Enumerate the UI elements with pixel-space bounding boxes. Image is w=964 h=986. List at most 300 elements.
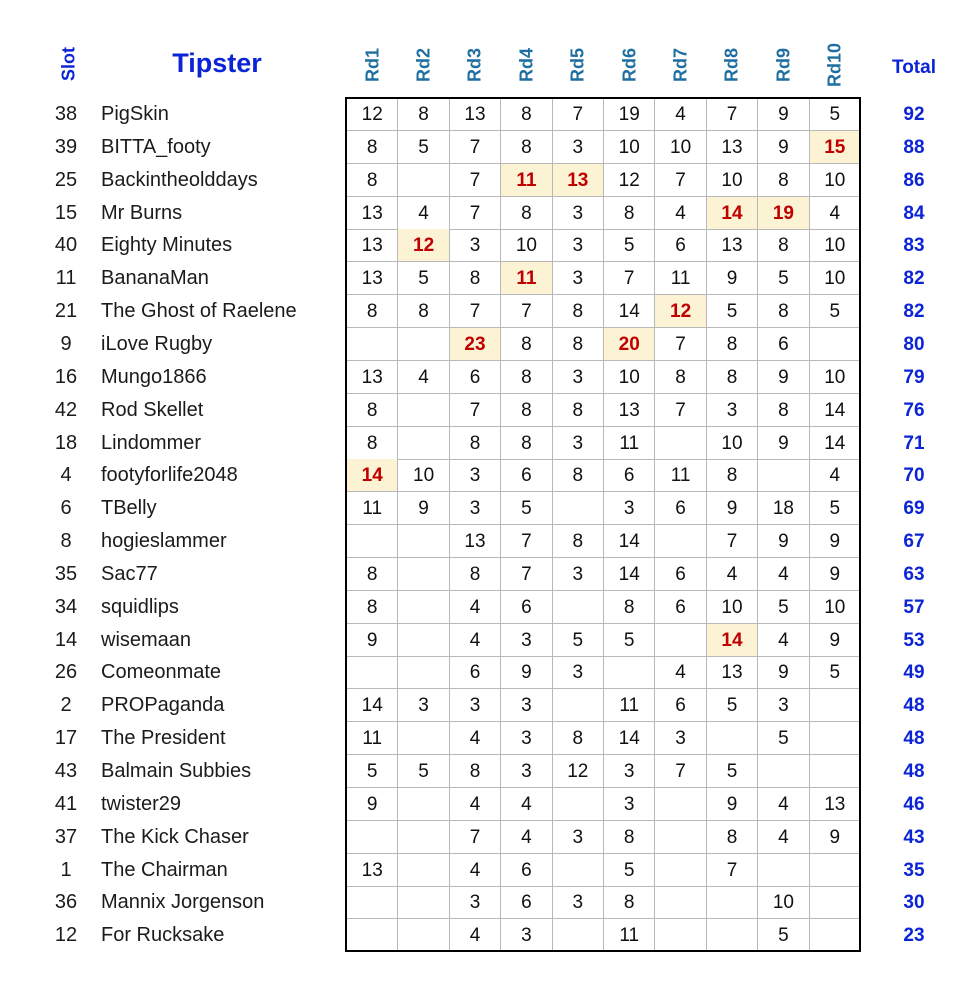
slot-number: 2: [60, 694, 72, 717]
score-cell-rd4: 7: [501, 525, 552, 558]
score-cell-rd3: 3: [450, 492, 501, 525]
score-cell-rd2: [398, 886, 449, 919]
score-cell-rd7: 7: [655, 394, 706, 427]
score-cell-rd2: [398, 591, 449, 624]
score-cell-rd9: 5: [758, 919, 809, 952]
tipster-name: The Chairman: [101, 858, 228, 881]
score-cell-rd8: [707, 919, 758, 952]
score-cell-rd5: 3: [553, 558, 604, 591]
score-cell-rd10: 9: [810, 525, 860, 558]
table-row: [0, 492, 964, 525]
score-cell-rd1: 13: [347, 197, 398, 230]
total-score: 92: [903, 104, 925, 125]
round-header-label: Rd6: [619, 47, 639, 83]
score-cell-rd2: 4: [398, 197, 449, 230]
slot-number: 43: [54, 760, 78, 782]
total-score: 76: [903, 399, 925, 421]
score-cell-rd7: 6: [655, 689, 706, 722]
score-cell-rd7: 6: [655, 229, 706, 262]
slot-number: 9: [60, 332, 72, 355]
score-cell-rd4: 3: [501, 624, 552, 657]
table-row: [0, 591, 964, 624]
score-cell-rd4: 6: [501, 591, 552, 624]
slot-column-header: [54, 38, 84, 90]
tipster-name: Lindommer: [101, 431, 202, 454]
table-row: [0, 919, 964, 952]
score-cell-rd9: 8: [758, 164, 809, 197]
table-row: [0, 197, 964, 230]
score-cell-rd8: 9: [707, 262, 758, 295]
score-cell-rd1: 8: [347, 164, 398, 197]
score-cell-rd2: [398, 788, 449, 821]
score-cell-rd8: 13: [707, 656, 758, 689]
total-score: 82: [903, 268, 925, 290]
score-cell-rd4: 9: [501, 656, 552, 689]
score-cell-rd4: 6: [501, 854, 552, 887]
slot-number: 17: [54, 727, 78, 750]
score-cell-rd10: 5: [810, 98, 860, 131]
slot-number: 6: [60, 497, 72, 520]
score-cell-rd10: 10: [810, 262, 860, 295]
score-cell-rd6: 10: [604, 131, 655, 164]
score-cell-rd4: 6: [501, 886, 552, 919]
table-row: [0, 229, 964, 262]
score-cell-rd10: 4: [810, 197, 860, 230]
round-header-label: Rd7: [670, 47, 691, 83]
score-cell-rd9: 4: [758, 558, 809, 591]
tipster-name: Comeonmate: [101, 661, 222, 684]
score-cell-rd6: [604, 656, 655, 689]
score-cell-rd9: [758, 459, 809, 492]
score-cell-rd10: 14: [810, 394, 860, 427]
score-cell-rd1: 8: [347, 558, 398, 591]
tipster-name: The Ghost of Raelene: [101, 300, 297, 323]
slot-number: 14: [54, 628, 78, 651]
score-cell-rd8: 3: [707, 394, 758, 427]
score-cell-rd4: 8: [501, 427, 552, 460]
score-cell-rd7: [655, 919, 706, 952]
score-cell-rd7: 8: [655, 361, 706, 394]
score-cell-rd7: 4: [655, 98, 706, 131]
tipster-name: The Kick Chaser: [101, 825, 249, 848]
slot-number: 39: [54, 135, 78, 158]
score-cell-rd10: [810, 722, 860, 755]
slot-number: 16: [54, 365, 78, 388]
score-cell-rd5: 8: [553, 328, 604, 361]
tipster-name: TBelly: [101, 497, 157, 520]
score-cell-rd7: 4: [655, 656, 706, 689]
score-cell-rd2: [398, 394, 449, 427]
tipster-name: squidlips: [101, 595, 179, 618]
score-cell-rd3: 7: [450, 197, 501, 230]
score-cell-rd9: 5: [758, 722, 809, 755]
score-cell-rd5: 5: [553, 624, 604, 657]
score-cell-rd2: 10: [398, 459, 449, 492]
score-cell-rd9: 6: [758, 328, 809, 361]
total-score: 49: [903, 662, 925, 684]
score-cell-rd2: 9: [398, 492, 449, 525]
table-row: [0, 328, 964, 361]
table-row: [0, 788, 964, 821]
score-cell-rd4: 4: [501, 788, 552, 821]
score-cell-rd5: [553, 591, 604, 624]
score-cell-rd3: 3: [450, 886, 501, 919]
score-cell-rd6: 12: [604, 164, 655, 197]
score-cell-rd7: 10: [655, 131, 706, 164]
round-header-label: Rd4: [516, 47, 537, 83]
table-row: [0, 427, 964, 460]
score-cell-rd6: 11: [604, 689, 655, 722]
score-cell-rd4: 7: [501, 295, 552, 328]
score-cell-rd7: 3: [655, 722, 706, 755]
score-cell-rd7: 7: [655, 164, 706, 197]
slot-number: 41: [54, 792, 78, 815]
score-cell-rd4: 3: [501, 722, 552, 755]
total-score: 71: [903, 432, 925, 454]
score-cell-rd4: 8: [501, 394, 552, 427]
slot-number: 37: [54, 825, 78, 848]
score-cell-rd8: 14: [707, 624, 758, 657]
score-cell-rd10: 9: [810, 624, 860, 657]
score-cell-rd6: 7: [604, 262, 655, 295]
score-cell-rd9: 8: [758, 295, 809, 328]
score-cell-rd2: 3: [398, 689, 449, 722]
score-cell-rd4: 3: [501, 755, 552, 788]
score-cell-rd8: 13: [707, 131, 758, 164]
score-cell-rd10: 5: [810, 295, 860, 328]
score-cell-rd10: [810, 328, 860, 361]
score-cell-rd6: 5: [604, 624, 655, 657]
table-row: [0, 558, 964, 591]
score-cell-rd6: 6: [604, 459, 655, 492]
round-header-label: Rd2: [413, 47, 434, 83]
slot-header-label: Slot: [58, 47, 79, 81]
score-cell-rd7: [655, 788, 706, 821]
total-score: 30: [903, 892, 925, 914]
slot-number: 18: [54, 431, 78, 454]
round-header-6: [604, 36, 655, 94]
score-cell-rd8: 7: [707, 525, 758, 558]
score-cell-rd3: 4: [450, 854, 501, 887]
total-score: 84: [903, 202, 925, 224]
slot-number: 4: [60, 464, 72, 487]
tipster-name: Rod Skellet: [101, 398, 204, 421]
score-cell-rd8: 8: [707, 459, 758, 492]
score-cell-rd9: 9: [758, 427, 809, 460]
slot-number: 11: [55, 267, 77, 290]
score-cell-rd7: [655, 854, 706, 887]
score-cell-rd9: 5: [758, 591, 809, 624]
score-cell-rd3: 4: [450, 919, 501, 952]
score-cell-rd5: 13: [553, 164, 604, 197]
score-cell-rd5: [553, 854, 604, 887]
score-cell-rd6: 13: [604, 394, 655, 427]
table-row: [0, 821, 964, 854]
tipster-name: Sac77: [101, 562, 158, 585]
score-cell-rd4: 8: [501, 361, 552, 394]
score-cell-rd7: [655, 886, 706, 919]
score-cell-rd2: [398, 656, 449, 689]
score-cell-rd4: 3: [501, 689, 552, 722]
score-cell-rd4: 8: [501, 197, 552, 230]
score-cell-rd6: 11: [604, 919, 655, 952]
tipster-name: For Rucksake: [101, 924, 225, 947]
score-cell-rd9: 19: [758, 197, 809, 230]
score-cell-rd9: 4: [758, 821, 809, 854]
score-cell-rd6: 10: [604, 361, 655, 394]
score-cell-rd9: 9: [758, 131, 809, 164]
score-cell-rd10: 9: [810, 821, 860, 854]
round-header-3: [450, 36, 501, 94]
score-cell-rd2: 8: [398, 295, 449, 328]
score-cell-rd5: [553, 788, 604, 821]
score-cell-rd7: 12: [655, 295, 706, 328]
score-cell-rd9: 10: [758, 886, 809, 919]
score-cell-rd2: [398, 919, 449, 952]
tipster-name: Mungo1866: [101, 365, 207, 388]
score-cell-rd1: [347, 821, 398, 854]
score-cell-rd2: 5: [398, 755, 449, 788]
score-cell-rd10: 4: [810, 459, 860, 492]
total-score: 80: [903, 333, 925, 355]
score-cell-rd4: 5: [501, 492, 552, 525]
score-cell-rd3: 7: [450, 131, 501, 164]
score-cell-rd5: 8: [553, 295, 604, 328]
score-cell-rd3: 3: [450, 229, 501, 262]
round-header-4: [501, 36, 552, 94]
score-cell-rd1: 8: [347, 394, 398, 427]
table-row: [0, 624, 964, 657]
score-cell-rd2: [398, 854, 449, 887]
score-cell-rd5: 3: [553, 131, 604, 164]
score-cell-rd7: [655, 624, 706, 657]
score-cell-rd3: 4: [450, 591, 501, 624]
score-cell-rd1: [347, 328, 398, 361]
slot-number: 12: [54, 924, 78, 947]
score-cell-rd4: 11: [501, 262, 552, 295]
score-cell-rd2: [398, 427, 449, 460]
table-row: [0, 755, 964, 788]
score-cell-rd4: 7: [501, 558, 552, 591]
slot-number: 25: [54, 168, 78, 191]
tipster-column-header: Tipster: [172, 48, 262, 78]
score-cell-rd3: 4: [450, 624, 501, 657]
round-header-9: [758, 36, 809, 94]
score-cell-rd1: 8: [347, 131, 398, 164]
score-cell-rd9: 8: [758, 394, 809, 427]
score-cell-rd5: [553, 492, 604, 525]
score-cell-rd1: 8: [347, 591, 398, 624]
score-cell-rd3: 6: [450, 656, 501, 689]
round-header-label: Rd8: [721, 47, 742, 83]
score-cell-rd10: 10: [810, 591, 860, 624]
score-cell-rd6: 8: [604, 821, 655, 854]
score-cell-rd9: 8: [758, 229, 809, 262]
score-cell-rd8: 10: [707, 591, 758, 624]
score-cell-rd1: [347, 525, 398, 558]
table-row: [0, 854, 964, 887]
total-score: 57: [903, 596, 925, 618]
score-cell-rd4: 8: [501, 328, 552, 361]
score-cell-rd9: [758, 755, 809, 788]
score-cell-rd10: 14: [810, 427, 860, 460]
score-cell-rd2: 5: [398, 262, 449, 295]
total-score: 83: [903, 235, 925, 257]
score-cell-rd9: 4: [758, 788, 809, 821]
round-header-10: [810, 36, 861, 94]
score-cell-rd1: 5: [347, 755, 398, 788]
score-cell-rd7: 6: [655, 492, 706, 525]
total-column-header: Total: [892, 57, 936, 78]
round-header-label: Rd10: [824, 42, 845, 88]
total-score: 48: [903, 761, 925, 782]
score-cell-rd10: 9: [810, 558, 860, 591]
score-cell-rd10: 10: [810, 229, 860, 262]
score-cell-rd6: 14: [604, 722, 655, 755]
score-cell-rd1: [347, 656, 398, 689]
slot-number: 38: [54, 103, 78, 125]
score-cell-rd6: 5: [604, 229, 655, 262]
score-cell-rd7: [655, 525, 706, 558]
slot-number: 36: [54, 891, 78, 914]
table-row: [0, 722, 964, 755]
score-cell-rd8: 5: [707, 689, 758, 722]
score-cell-rd9: 18: [758, 492, 809, 525]
slot-number: 1: [60, 858, 72, 881]
round-header-2: [398, 36, 449, 94]
table-row: [0, 98, 964, 131]
tipster-name: wisemaan: [101, 628, 192, 651]
score-cell-rd8: 9: [707, 788, 758, 821]
score-cell-rd4: 8: [501, 131, 552, 164]
total-score: 63: [903, 563, 925, 585]
score-cell-rd6: 5: [604, 854, 655, 887]
table-row: [0, 525, 964, 558]
score-cell-rd1: 11: [347, 492, 398, 525]
tipster-name: Backintheolddays: [101, 168, 258, 191]
score-cell-rd1: 13: [347, 229, 398, 262]
score-cell-rd8: 10: [707, 164, 758, 197]
score-cell-rd10: 13: [810, 788, 860, 821]
tipster-name: PigSkin: [101, 103, 169, 125]
score-cell-rd10: 5: [810, 656, 860, 689]
score-cell-rd5: 7: [553, 98, 604, 131]
score-cell-rd8: 5: [707, 755, 758, 788]
table-row: [0, 295, 964, 328]
slot-number: 21: [54, 300, 78, 323]
score-cell-rd2: [398, 558, 449, 591]
score-cell-rd8: 8: [707, 821, 758, 854]
score-cell-rd5: 3: [553, 229, 604, 262]
score-cell-rd7: 6: [655, 558, 706, 591]
score-cell-rd2: [398, 624, 449, 657]
score-cell-rd1: [347, 919, 398, 952]
table-row: [0, 689, 964, 722]
score-cell-rd3: 23: [450, 328, 501, 361]
score-cell-rd6: 8: [604, 591, 655, 624]
tipster-name: The President: [101, 727, 226, 750]
score-cell-rd6: 3: [604, 492, 655, 525]
table-row: [0, 886, 964, 919]
score-cell-rd5: 12: [553, 755, 604, 788]
score-cell-rd3: 4: [450, 722, 501, 755]
total-score: 88: [903, 136, 925, 158]
tipster-name: iLove Rugby: [101, 332, 213, 355]
score-cell-rd1: 13: [347, 262, 398, 295]
score-cell-rd9: 4: [758, 624, 809, 657]
score-cell-rd1: 11: [347, 722, 398, 755]
round-header-8: [707, 36, 758, 94]
total-score: 23: [903, 925, 925, 947]
score-cell-rd1: 13: [347, 854, 398, 887]
score-cell-rd7: 7: [655, 328, 706, 361]
score-cell-rd9: 9: [758, 656, 809, 689]
total-score: 53: [903, 629, 925, 651]
table-row: [0, 131, 964, 164]
score-cell-rd1: 8: [347, 295, 398, 328]
total-score: 43: [903, 826, 925, 848]
score-cell-rd9: 3: [758, 689, 809, 722]
score-cell-rd5: 3: [553, 262, 604, 295]
score-cell-rd10: [810, 755, 860, 788]
score-cell-rd2: 12: [398, 229, 449, 262]
score-cell-rd8: 5: [707, 295, 758, 328]
score-cell-rd7: 6: [655, 591, 706, 624]
score-cell-rd4: 4: [501, 821, 552, 854]
score-cell-rd5: 3: [553, 427, 604, 460]
score-cell-rd3: 4: [450, 788, 501, 821]
round-header-5: [553, 36, 604, 94]
score-cell-rd5: 8: [553, 459, 604, 492]
score-cell-rd1: 9: [347, 788, 398, 821]
score-cell-rd7: 11: [655, 459, 706, 492]
score-cell-rd4: 11: [501, 164, 552, 197]
score-cell-rd2: 5: [398, 131, 449, 164]
score-cell-rd6: 11: [604, 427, 655, 460]
tipster-name: footyforlife2048: [101, 464, 238, 487]
table-row: [0, 361, 964, 394]
score-cell-rd3: 7: [450, 164, 501, 197]
score-cell-rd10: 15: [810, 131, 860, 164]
score-cell-rd6: 3: [604, 755, 655, 788]
score-cell-rd2: [398, 722, 449, 755]
score-cell-rd2: [398, 525, 449, 558]
score-cell-rd7: 4: [655, 197, 706, 230]
score-cell-rd6: 14: [604, 558, 655, 591]
score-cell-rd4: 6: [501, 459, 552, 492]
round-header-label: Rd1: [362, 47, 382, 83]
score-cell-rd8: 4: [707, 558, 758, 591]
slot-number: 34: [54, 595, 78, 618]
total-score: 48: [903, 695, 925, 717]
tipster-name: Eighty Minutes: [101, 234, 233, 257]
score-cell-rd2: 8: [398, 98, 449, 131]
score-cell-rd5: 3: [553, 821, 604, 854]
tipster-name: Mr Burns: [101, 201, 183, 224]
slot-number: 42: [54, 398, 78, 421]
score-cell-rd8: 7: [707, 98, 758, 131]
score-cell-rd1: 14: [347, 689, 398, 722]
score-cell-rd1: [347, 886, 398, 919]
total-score: 70: [903, 465, 925, 487]
score-cell-rd1: 9: [347, 624, 398, 657]
table-row: [0, 262, 964, 295]
score-cell-rd9: [758, 854, 809, 887]
score-cell-rd9: 9: [758, 361, 809, 394]
tipster-name: twister29: [101, 792, 182, 815]
score-cell-rd5: [553, 919, 604, 952]
round-header-1: [347, 36, 398, 94]
